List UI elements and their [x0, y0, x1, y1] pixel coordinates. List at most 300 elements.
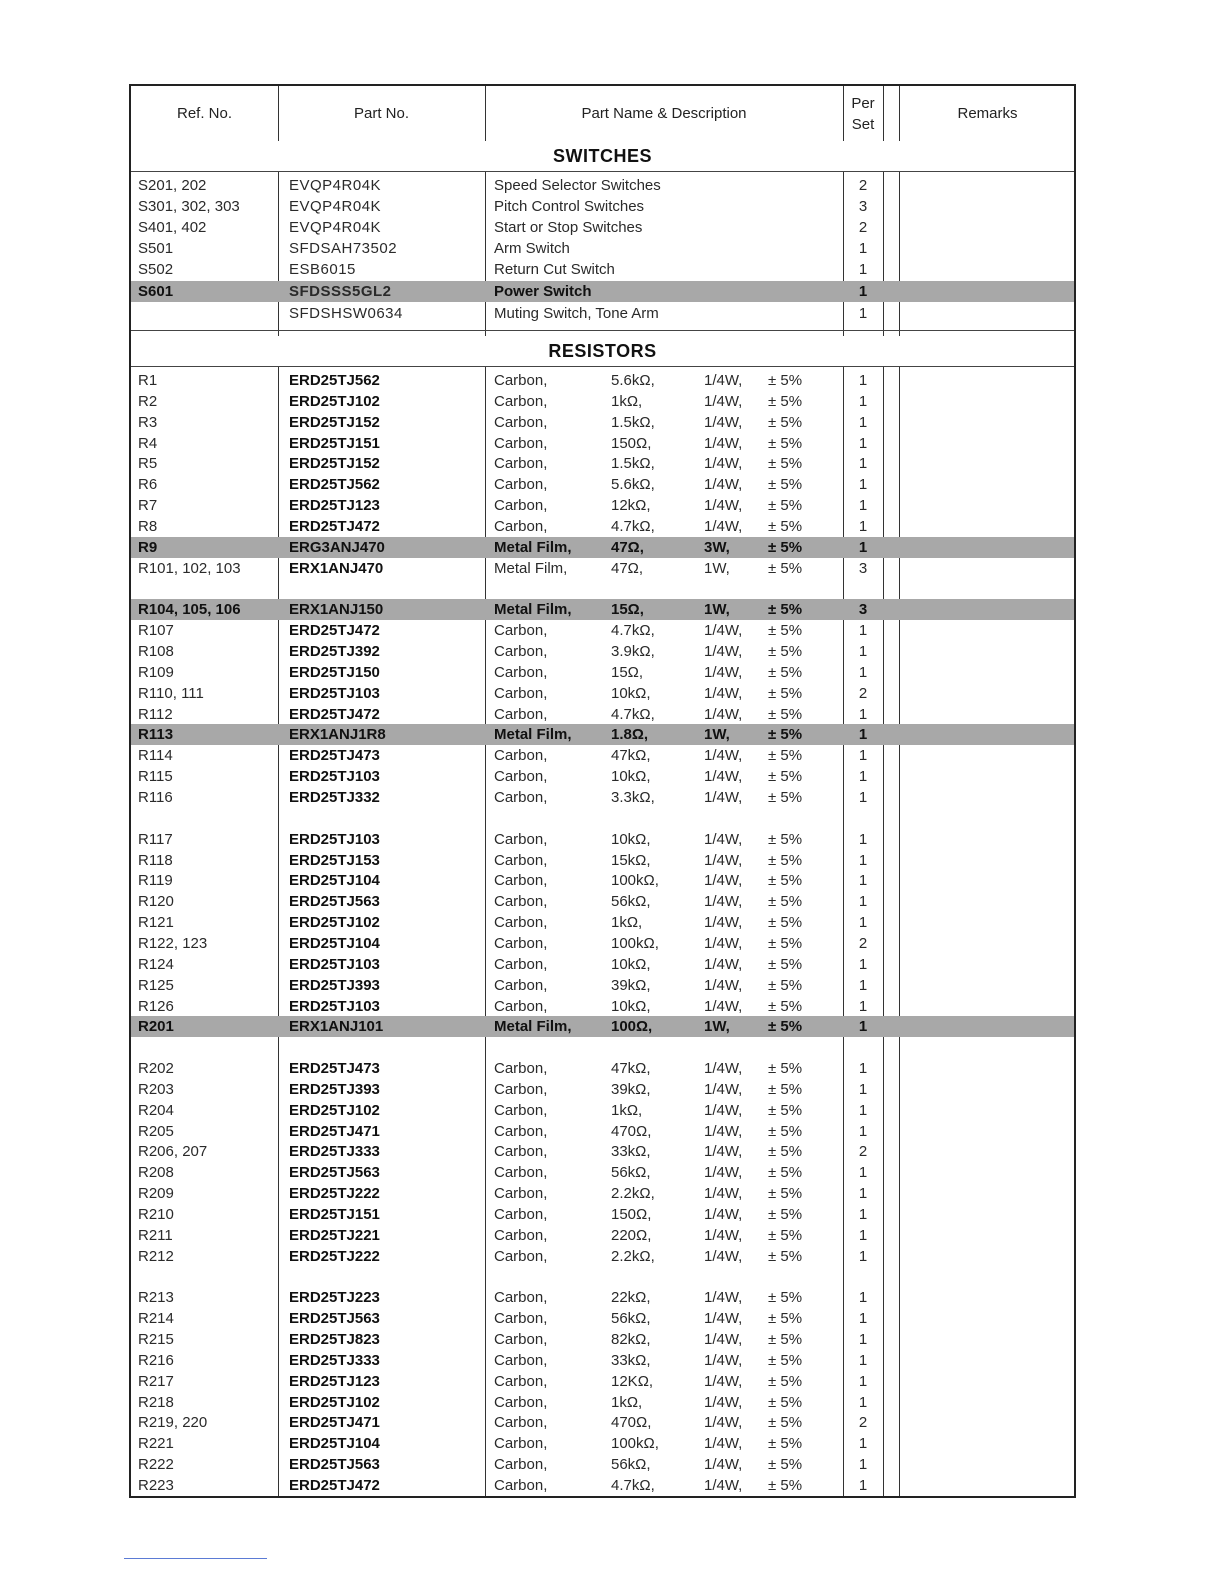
table-row [131, 175, 1074, 196]
quantity: 2 [858, 685, 868, 702]
part-no: ERD25TJ393 [289, 1081, 380, 1098]
ref-no: R120 [138, 893, 174, 910]
quantity: 1 [858, 872, 868, 889]
ref-no: R201 [138, 1018, 174, 1035]
table-row [131, 787, 1074, 808]
tolerance: ± 5% [768, 852, 803, 869]
table-row [131, 599, 1074, 620]
part-no: ERD25TJ471 [289, 1123, 380, 1140]
table-row [131, 1246, 1074, 1267]
quantity: 1 [858, 747, 868, 764]
description: Carbon, [494, 1394, 548, 1411]
tolerance: ± 5% [768, 497, 803, 514]
quantity: 2 [858, 1143, 868, 1160]
table-row [131, 1100, 1074, 1121]
table-row [131, 196, 1074, 217]
description: Carbon, [494, 518, 548, 535]
ref-no: R2 [138, 393, 158, 410]
resistance-value: 1.5kΩ, [611, 455, 655, 472]
tolerance: ± 5% [768, 1310, 803, 1327]
quantity: 1 [858, 539, 868, 556]
description: Carbon, [494, 393, 548, 410]
ref-no: R7 [138, 497, 158, 514]
table-row [131, 912, 1074, 933]
part-no: ERD25TJ123 [289, 1373, 380, 1390]
resistance-value: 1.5kΩ, [611, 414, 655, 431]
description: Metal Film, [494, 560, 568, 577]
part-no: ERD25TJ104 [289, 1435, 380, 1452]
header-ref-no: Ref. No. [176, 105, 233, 122]
description: Carbon, [494, 455, 548, 472]
wattage: 1/4W, [704, 622, 743, 639]
resistance-value: 10kΩ, [611, 956, 651, 973]
table-row [131, 1204, 1074, 1225]
part-no: ESB6015 [289, 261, 356, 278]
table-row [131, 829, 1074, 850]
ref-no: S401, 402 [138, 219, 207, 236]
wattage: 1/4W, [704, 1289, 743, 1306]
ref-no: S201, 202 [138, 177, 207, 194]
description: Carbon, [494, 643, 548, 660]
wattage: 1/4W, [704, 643, 743, 660]
part-no: ERD25TJ104 [289, 935, 380, 952]
tolerance: ± 5% [768, 1227, 803, 1244]
wattage: 1W, [704, 601, 730, 618]
quantity: 3 [858, 601, 868, 618]
table-row [131, 370, 1074, 391]
part-no: ERD25TJ563 [289, 893, 380, 910]
wattage: 1/4W, [704, 1435, 743, 1452]
table-row [131, 975, 1074, 996]
table-row [131, 1183, 1074, 1204]
header-set: Set [851, 115, 875, 133]
description: Carbon, [494, 476, 548, 493]
ref-no: R122, 123 [138, 935, 208, 952]
tolerance: ± 5% [768, 1206, 803, 1223]
wattage: 1/4W, [704, 1414, 743, 1431]
part-no: ERD25TJ472 [289, 706, 380, 723]
resistance-value: 39kΩ, [611, 977, 651, 994]
quantity: 1 [858, 1477, 868, 1494]
tolerance: ± 5% [768, 1435, 803, 1452]
tolerance: ± 5% [768, 1164, 803, 1181]
description: Carbon, [494, 1456, 548, 1473]
wattage: 1/4W, [704, 1352, 743, 1369]
tolerance: ± 5% [768, 1373, 803, 1390]
resistance-value: 1kΩ, [611, 1394, 643, 1411]
quantity: 1 [858, 768, 868, 785]
quantity: 1 [858, 1331, 868, 1348]
description: Carbon, [494, 768, 548, 785]
quantity: 1 [858, 789, 868, 806]
part-no: ERD25TJ102 [289, 914, 380, 931]
part-no: EVQP4R04K [289, 177, 382, 194]
quantity: 1 [858, 893, 868, 910]
footnote-rule [124, 1558, 267, 1559]
ref-no: R119 [138, 872, 173, 889]
part-no: ERD25TJ150 [289, 664, 380, 681]
description: Carbon, [494, 1123, 548, 1140]
wattage: 1/4W, [704, 685, 743, 702]
quantity: 1 [858, 852, 868, 869]
wattage: 1/4W, [704, 935, 743, 952]
ref-no: R104, 105, 106 [138, 601, 241, 618]
description: Carbon, [494, 1310, 548, 1327]
part-no: ERD25TJ332 [289, 789, 380, 806]
table-row [131, 558, 1074, 579]
wattage: 1/4W, [704, 1164, 743, 1181]
quantity: 1 [858, 1081, 868, 1098]
quantity: 1 [858, 1018, 868, 1035]
part-no: ERD25TJ393 [289, 977, 380, 994]
resistance-value: 10kΩ, [611, 831, 651, 848]
quantity: 1 [858, 518, 868, 535]
tolerance: ± 5% [768, 393, 803, 410]
wattage: 1W, [704, 726, 730, 743]
resistance-value: 10kΩ, [611, 685, 651, 702]
wattage: 1/4W, [704, 706, 743, 723]
tolerance: ± 5% [768, 935, 803, 952]
tolerance: ± 5% [768, 643, 803, 660]
part-no: ERD25TJ103 [289, 768, 380, 785]
description: Carbon, [494, 414, 548, 431]
ref-no: R109 [138, 664, 174, 681]
description: Carbon, [494, 1289, 548, 1306]
tolerance: ± 5% [768, 893, 803, 910]
wattage: 1/4W, [704, 893, 743, 910]
ref-no: R9 [138, 539, 158, 556]
quantity: 3 [858, 560, 868, 577]
resistance-value: 3.9kΩ, [611, 643, 655, 660]
description: Carbon, [494, 789, 548, 806]
ref-no: S301, 302, 303 [138, 198, 240, 215]
wattage: 1/4W, [704, 1143, 743, 1160]
quantity: 1 [858, 1373, 868, 1390]
quantity: 1 [858, 372, 868, 389]
wattage: 1/4W, [704, 852, 743, 869]
resistance-value: 47kΩ, [611, 1060, 651, 1077]
ref-no: S601 [138, 283, 174, 300]
ref-no: R215 [138, 1331, 174, 1348]
ref-no: R115 [138, 768, 173, 785]
quantity: 1 [858, 831, 868, 848]
tolerance: ± 5% [768, 622, 803, 639]
wattage: 1/4W, [704, 747, 743, 764]
table-row [131, 1141, 1074, 1162]
table-row [131, 1058, 1074, 1079]
part-no: ERD25TJ151 [289, 1206, 380, 1223]
table-row [131, 1329, 1074, 1350]
wattage: 1/4W, [704, 1206, 743, 1223]
wattage: 1/4W, [704, 476, 743, 493]
description: Return Cut Switch [494, 261, 615, 278]
description: Carbon, [494, 1206, 548, 1223]
tolerance: ± 5% [768, 1456, 803, 1473]
part-no: SFDSSS5GL2 [289, 283, 392, 300]
wattage: 1/4W, [704, 393, 743, 410]
quantity: 1 [858, 1060, 868, 1077]
resistance-value: 33kΩ, [611, 1352, 651, 1369]
resistance-value: 22kΩ, [611, 1289, 651, 1306]
wattage: 1/4W, [704, 1248, 743, 1265]
part-no: ERD25TJ123 [289, 497, 380, 514]
tolerance: ± 5% [768, 789, 803, 806]
ref-no: R213 [138, 1289, 174, 1306]
part-no: ERD25TJ102 [289, 393, 380, 410]
description: Carbon, [494, 622, 548, 639]
part-no: ERD25TJ153 [289, 852, 380, 869]
resistance-value: 1kΩ, [611, 914, 643, 931]
wattage: 1/4W, [704, 664, 743, 681]
resistance-value: 12kΩ, [611, 497, 651, 514]
ref-no: R211 [138, 1227, 173, 1244]
part-no: ERD25TJ823 [289, 1331, 380, 1348]
description: Carbon, [494, 893, 548, 910]
resistance-value: 56kΩ, [611, 1456, 651, 1473]
tolerance: ± 5% [768, 1018, 803, 1035]
part-no: ERD25TJ473 [289, 747, 380, 764]
description: Carbon, [494, 998, 548, 1015]
wattage: 1/4W, [704, 1477, 743, 1494]
quantity: 1 [858, 1456, 868, 1473]
description: Carbon, [494, 1414, 548, 1431]
quantity: 1 [858, 643, 868, 660]
tolerance: ± 5% [768, 1060, 803, 1077]
table-row [131, 1350, 1074, 1371]
resistance-value: 220Ω, [611, 1227, 652, 1244]
ref-no: R1 [138, 372, 158, 389]
description: Carbon, [494, 1248, 548, 1265]
wattage: 1/4W, [704, 1394, 743, 1411]
resistance-value: 15Ω, [611, 664, 644, 681]
resistance-value: 1kΩ, [611, 1102, 643, 1119]
quantity: 1 [858, 998, 868, 1015]
table-row [131, 933, 1074, 954]
part-no: ERX1ANJ150 [289, 601, 384, 618]
ref-no: R206, 207 [138, 1143, 208, 1160]
resistance-value: 3.3kΩ, [611, 789, 655, 806]
ref-no: R218 [138, 1394, 174, 1411]
tolerance: ± 5% [768, 831, 803, 848]
resistance-value: 5.6kΩ, [611, 476, 655, 493]
table-row [131, 954, 1074, 975]
resistance-value: 56kΩ, [611, 1310, 651, 1327]
resistance-value: 5.6kΩ, [611, 372, 655, 389]
quantity: 1 [858, 1310, 868, 1327]
table-row [131, 704, 1074, 725]
resistance-value: 150Ω, [611, 435, 652, 452]
description: Carbon, [494, 747, 548, 764]
quantity: 1 [858, 283, 868, 300]
wattage: 1/4W, [704, 1081, 743, 1098]
resistance-value: 470Ω, [611, 1123, 652, 1140]
description: Speed Selector Switches [494, 177, 661, 194]
quantity: 1 [858, 622, 868, 639]
wattage: 1/4W, [704, 1227, 743, 1244]
ref-no: R217 [138, 1373, 174, 1390]
ref-no: R203 [138, 1081, 174, 1098]
ref-no: R214 [138, 1310, 174, 1327]
quantity: 1 [858, 1185, 868, 1202]
description: Metal Film, [494, 726, 572, 743]
part-no: ERD25TJ563 [289, 1164, 380, 1181]
table-row [131, 217, 1074, 238]
part-no: ERD25TJ392 [289, 643, 380, 660]
quantity: 1 [858, 1164, 868, 1181]
description: Carbon, [494, 1477, 548, 1494]
resistance-value: 15kΩ, [611, 852, 651, 869]
ref-no: R108 [138, 643, 174, 660]
part-no: ERX1ANJ1R8 [289, 726, 386, 743]
part-no: ERD25TJ472 [289, 1477, 380, 1494]
wattage: 1/4W, [704, 1331, 743, 1348]
ref-no: R212 [138, 1248, 174, 1265]
wattage: 1/4W, [704, 998, 743, 1015]
description: Carbon, [494, 706, 548, 723]
part-no: ERD25TJ333 [289, 1352, 380, 1369]
ref-no: R204 [138, 1102, 174, 1119]
ref-no: R205 [138, 1123, 174, 1140]
quantity: 1 [858, 1394, 868, 1411]
table-row [131, 1392, 1074, 1413]
description: Carbon, [494, 1102, 548, 1119]
wattage: 1/4W, [704, 372, 743, 389]
resistance-value: 100kΩ, [611, 872, 659, 889]
quantity: 1 [858, 1352, 868, 1369]
wattage: 1/4W, [704, 414, 743, 431]
ref-no: R210 [138, 1206, 174, 1223]
section-switches: SWITCHES [131, 141, 1074, 172]
wattage: 1/4W, [704, 1123, 743, 1140]
tolerance: ± 5% [768, 768, 803, 785]
quantity: 1 [858, 240, 868, 257]
ref-no: S502 [138, 261, 174, 278]
quantity: 1 [858, 455, 868, 472]
table-row [131, 412, 1074, 433]
ref-no: R117 [138, 831, 173, 848]
resistance-value: 15Ω, [611, 601, 644, 618]
quantity: 1 [858, 1248, 868, 1265]
description: Carbon, [494, 831, 548, 848]
table-row [131, 391, 1074, 412]
quantity: 1 [858, 414, 868, 431]
part-no: ERD25TJ563 [289, 1456, 380, 1473]
quantity: 1 [858, 1435, 868, 1452]
description: Carbon, [494, 1060, 548, 1077]
quantity: 1 [858, 1123, 868, 1140]
part-no: ERD25TJ152 [289, 414, 380, 431]
quantity: 1 [858, 393, 868, 410]
quantity: 1 [858, 1102, 868, 1119]
tolerance: ± 5% [768, 1102, 803, 1119]
quantity: 2 [858, 935, 868, 952]
part-no: ERD25TJ103 [289, 998, 380, 1015]
resistance-value: 33kΩ, [611, 1143, 651, 1160]
resistance-value: 2.2kΩ, [611, 1248, 655, 1265]
table-row [131, 1079, 1074, 1100]
tolerance: ± 5% [768, 560, 803, 577]
parts-list-table [129, 84, 1076, 1498]
description: Carbon, [494, 1185, 548, 1202]
tolerance: ± 5% [768, 1081, 803, 1098]
description: Carbon, [494, 1352, 548, 1369]
part-no: ERD25TJ221 [289, 1227, 380, 1244]
quantity: 2 [858, 177, 868, 194]
ref-no: R222 [138, 1456, 174, 1473]
description: Arm Switch [494, 240, 570, 257]
tolerance: ± 5% [768, 998, 803, 1015]
ref-no: R3 [138, 414, 158, 431]
description: Start or Stop Switches [494, 219, 643, 236]
header-description: Part Name & Description [581, 105, 747, 122]
table-row [131, 474, 1074, 495]
ref-no: R116 [138, 789, 173, 806]
resistance-value: 1.8Ω, [611, 726, 649, 743]
table-row [131, 1225, 1074, 1246]
wattage: 1/4W, [704, 1060, 743, 1077]
ref-no: R208 [138, 1164, 174, 1181]
description: Carbon, [494, 935, 548, 952]
wattage: 1W, [704, 560, 730, 577]
table-row [131, 1433, 1074, 1454]
tolerance: ± 5% [768, 372, 803, 389]
description: Metal Film, [494, 539, 572, 556]
wattage: 1/4W, [704, 789, 743, 806]
resistance-value: 100kΩ, [611, 1435, 659, 1452]
resistance-value: 100kΩ, [611, 935, 659, 952]
tolerance: ± 5% [768, 706, 803, 723]
wattage: 1/4W, [704, 1185, 743, 1202]
quantity: 1 [858, 476, 868, 493]
wattage: 1/4W, [704, 1373, 743, 1390]
ref-no: R121 [138, 914, 174, 931]
description: Carbon, [494, 1435, 548, 1452]
tolerance: ± 5% [768, 1477, 803, 1494]
resistance-value: 1kΩ, [611, 393, 643, 410]
part-no: EVQP4R04K [289, 198, 382, 215]
resistance-value: 470Ω, [611, 1414, 652, 1431]
table-row [131, 1475, 1074, 1496]
table-row [131, 1371, 1074, 1392]
description: Power Switch [494, 283, 592, 300]
part-no: ERD25TJ103 [289, 685, 380, 702]
part-no: ERX1ANJ101 [289, 1018, 384, 1035]
wattage: 1/4W, [704, 497, 743, 514]
part-no: ERD25TJ473 [289, 1060, 380, 1077]
header-remarks: Remarks [957, 105, 1018, 122]
resistance-value: 100Ω, [611, 1018, 653, 1035]
description: Carbon, [494, 872, 548, 889]
quantity: 2 [858, 1414, 868, 1431]
ref-no: R110, 111 [138, 685, 204, 702]
description: Carbon, [494, 1227, 548, 1244]
description: Carbon, [494, 852, 548, 869]
part-no: ERD25TJ222 [289, 1185, 380, 1202]
table-row [131, 870, 1074, 891]
wattage: 1/4W, [704, 455, 743, 472]
description: Carbon, [494, 914, 548, 931]
table-row [131, 620, 1074, 641]
resistance-value: 56kΩ, [611, 893, 651, 910]
table-row [131, 1121, 1074, 1142]
quantity: 1 [858, 305, 868, 322]
part-no: SFDSAH73502 [289, 240, 398, 257]
part-no: ERD25TJ104 [289, 872, 380, 889]
table-row [131, 281, 1074, 302]
table-row [131, 641, 1074, 662]
quantity: 1 [858, 1206, 868, 1223]
description: Carbon, [494, 1331, 548, 1348]
